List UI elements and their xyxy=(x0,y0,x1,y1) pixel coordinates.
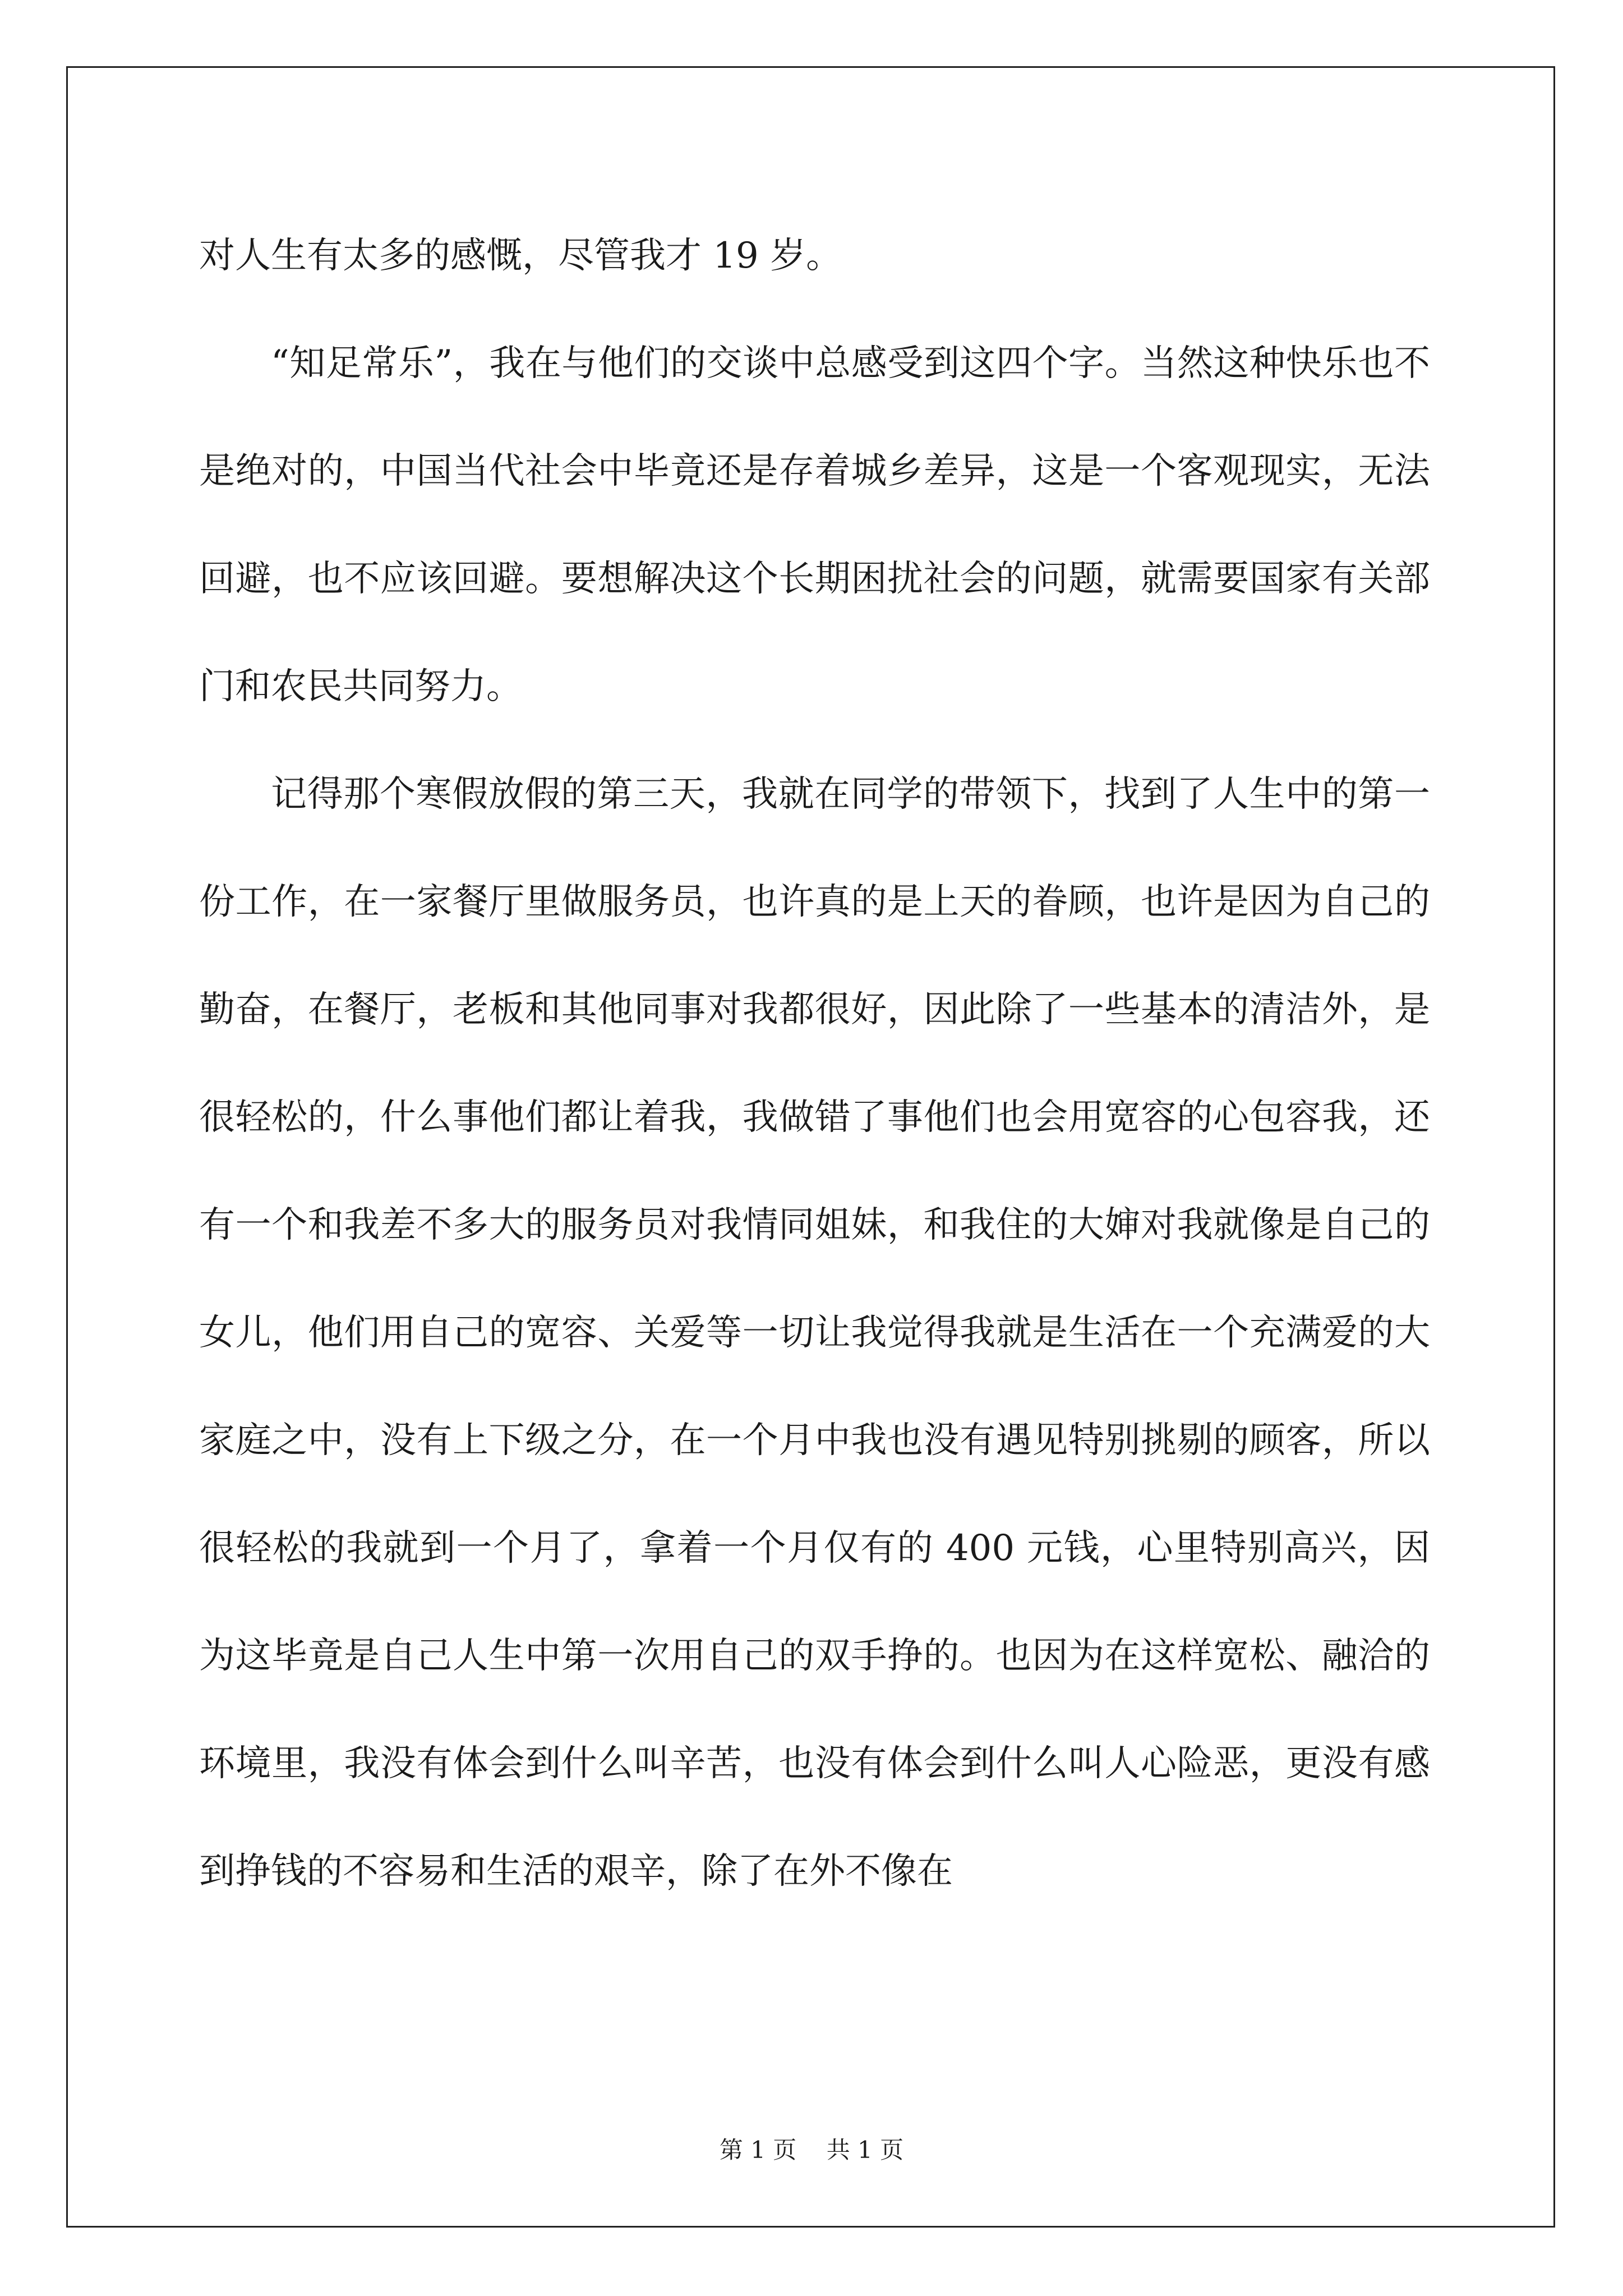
paragraph-2: “知足常乐”，我在与他们的交谈中总感受到这四个字。当然这种快乐也不是绝对的，中国当代社会中毕竟还是存着城乡差异，这是一个客观现实，无法回避，也不应该回避。要想解决这个长期困扰社会的问题，就需要国家有关部门和农民共同努力。 xyxy=(199,343,1430,707)
paragraph-3: 记得那个寒假放假的第三天，我就在同学的带领下，找到了人生中的第一份工作，在一家餐厅里做服务员，也许真的是上天的眷顾，也许是因为自己的勤奋，在餐厅，老板和其他同事对我都很好，因此除了一些基本的清洁外，是很轻松的，什么事他们都让着我，我做错了事他们也会用宽容的心包容我，还有一个和我差不多大的服务员对我情同姐妹，和我住的大婶对我就像是自己的女儿，他们用自己的宽容、关爱等一切让我觉得我就是生活在一个充满爱的大家庭之中，没有上下级之分，在一个月中我也没有遇见特别挑剔的顾客，所以很轻松的我就到一个月了，拿着一个月仅有的 400 元钱，心里特别高兴，因为这毕竟是自己人生中第一次用自己的双手挣的。也因为在这样宽松、融洽的环境里，我没有体会到什么叫辛苦，也没有体会到什么叫人心险恶，更没有感到挣钱的不容易和生活的艰辛，除了在外不像在 xyxy=(199,774,1430,1892)
paragraph-1: 对人生有太多的感慨，尽管我才 19 岁。 xyxy=(199,235,842,277)
document-body xyxy=(199,202,1430,1925)
page-number-footer: 第 1 页 共 1 页 xyxy=(719,2136,904,2164)
